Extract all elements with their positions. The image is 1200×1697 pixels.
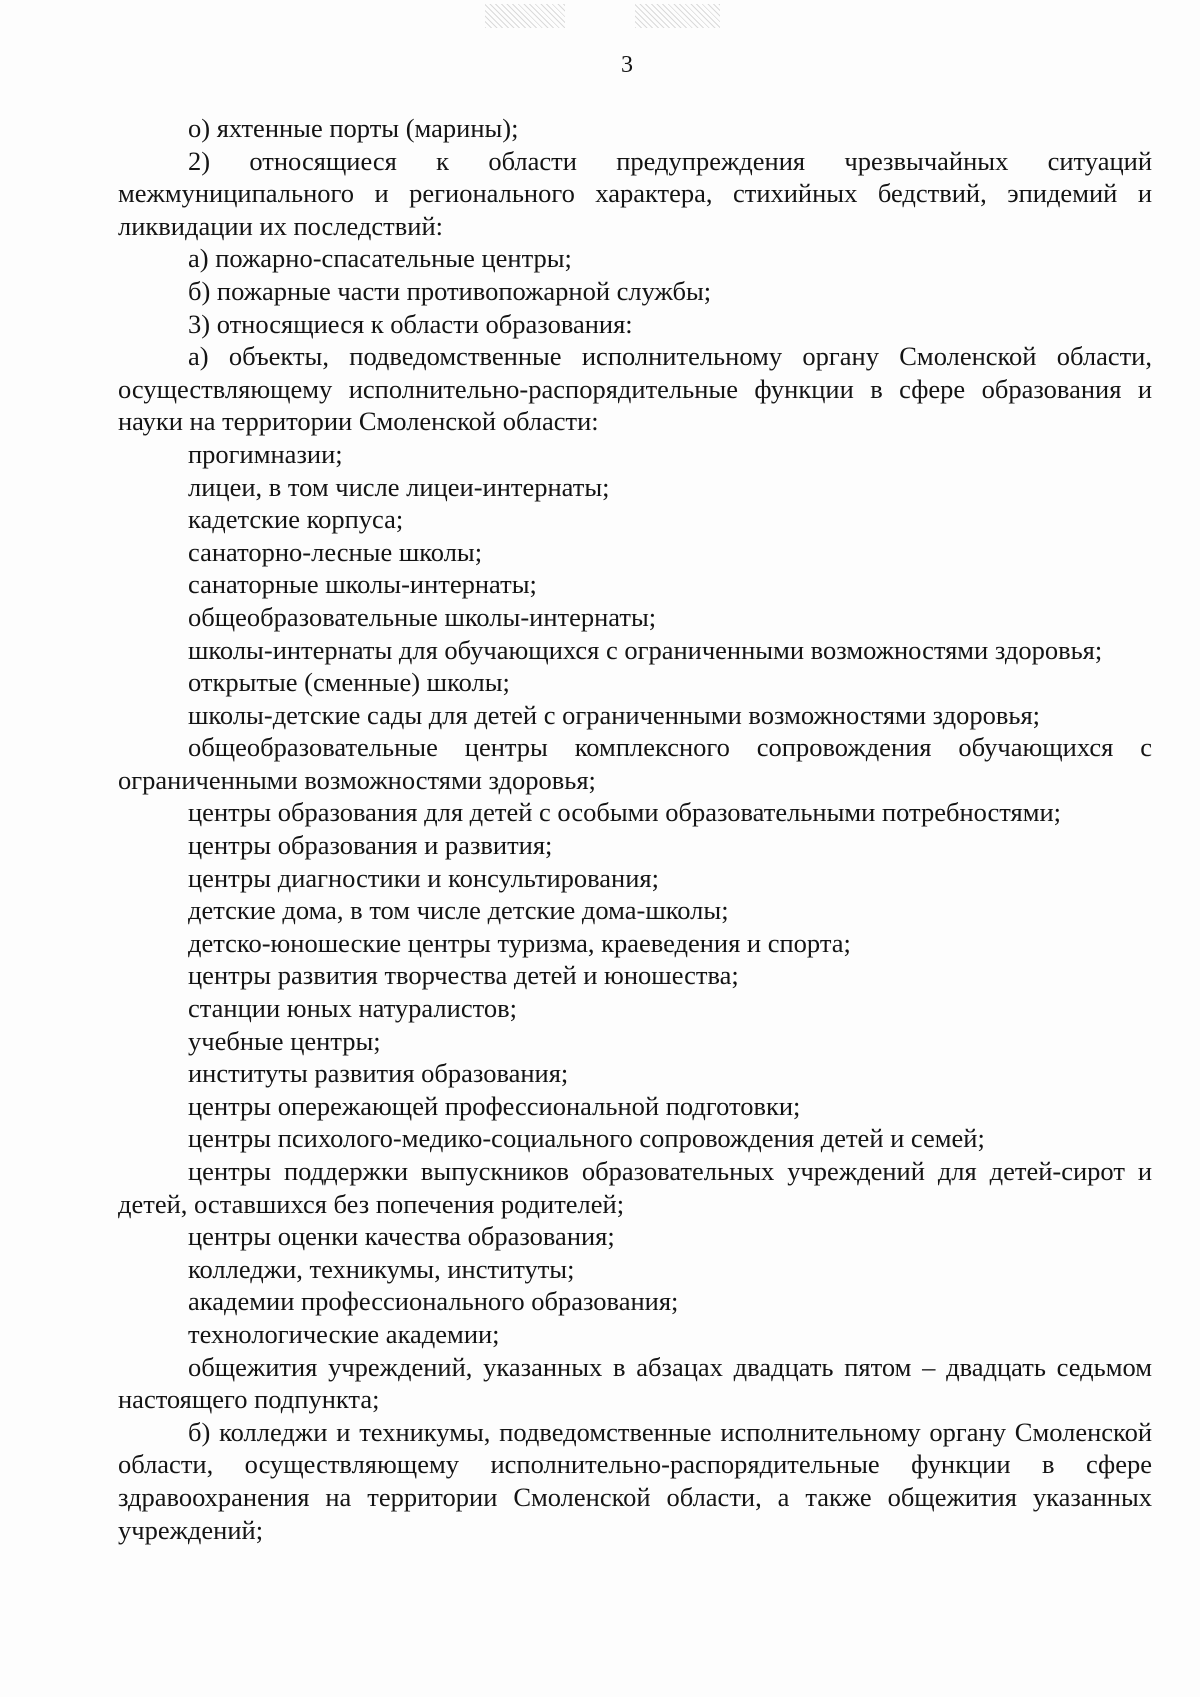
- paragraph: о) яхтенные порты (марины);: [188, 113, 519, 143]
- paragraph: центры образования и развития;: [188, 830, 553, 861]
- paragraph: лицеи, в том числе лицеи-интернаты;: [188, 471, 610, 502]
- paragraph: б) колледжи и техникумы, подведомственные исполнительному органу Смоленской области, осуществляющему исполнительно-распорядительные функции в сфере здравоохранения на территории Смоленской области, а также общежития указанных учреждений;: [118, 1416, 1152, 1545]
- paragraph: общеобразовательные школы-интернаты;: [188, 601, 657, 632]
- paragraph: центры образования для детей с особыми образовательными потребностями;: [188, 797, 1062, 828]
- paragraph: а) объекты, подведомственные исполнительному органу Смоленской области, осуществляющему исполнительно-распорядительные функции в сфере образования и науки на территории Смоленской области:: [118, 341, 1152, 437]
- paragraph: прогимназии;: [188, 438, 343, 469]
- paragraph: академии профессионального образования;: [188, 1286, 679, 1317]
- scan-artifact: [635, 4, 720, 28]
- paragraph: школы-интернаты для обучающихся с ограниченными возможностями здоровья;: [188, 634, 1103, 665]
- paragraph: открытые (сменные) школы;: [188, 667, 510, 698]
- paragraph: детско-юношеские центры туризма, краеведения и спорта;: [188, 927, 851, 958]
- paragraph: центры оценки качества образования;: [188, 1221, 615, 1252]
- paragraph: станции юных натуралистов;: [188, 993, 517, 1024]
- paragraph: центры диагностики и консультирования;: [188, 862, 659, 893]
- paragraph: 3) относящиеся к области образования:: [188, 308, 633, 339]
- paragraph: школы-детские сады для детей с ограниченными возможностями здоровья;: [188, 699, 1040, 730]
- paragraph: центры поддержки выпускников образовательных учреждений для детей-сирот и детей, оставшихся без попечения родителей;: [118, 1156, 1152, 1219]
- paragraph: центры опережающей профессиональной подготовки;: [188, 1090, 801, 1121]
- paragraph: санаторные школы-интернаты;: [188, 569, 537, 600]
- paragraph: а) пожарно-спасательные центры;: [188, 243, 572, 274]
- paragraph: санаторно-лесные школы;: [188, 536, 483, 567]
- paragraph: кадетские корпуса;: [188, 504, 404, 535]
- paragraph: технологические академии;: [188, 1318, 500, 1349]
- paragraph: б) пожарные части противопожарной службы;: [188, 275, 712, 306]
- paragraph: 2) относящиеся к области предупреждения чрезвычайных ситуаций межмуниципального и регионального характера, стихийных бедствий, эпидемий и ликвидации их последствий:: [118, 145, 1152, 241]
- paragraph: колледжи, техникумы, институты;: [188, 1253, 575, 1284]
- scan-artifact: [485, 4, 565, 28]
- page-number: 3: [621, 52, 633, 78]
- paragraph: центры развития творчества детей и юношества;: [188, 960, 739, 991]
- paragraph: общеобразовательные центры комплексного сопровождения обучающихся с ограниченными возможностями здоровья;: [118, 732, 1152, 795]
- paragraph: детские дома, в том числе детские дома-школы;: [188, 895, 729, 926]
- paragraph: институты развития образования;: [188, 1058, 569, 1089]
- paragraph: общежития учреждений, указанных в абзацах двадцать пятом – двадцать седьмом настоящего подпункта;: [118, 1351, 1152, 1415]
- document-body: [118, 112, 1152, 1546]
- paragraph: центры психолого-медико-социального сопровождения детей и семей;: [188, 1123, 985, 1154]
- paragraph: учебные центры;: [188, 1025, 381, 1056]
